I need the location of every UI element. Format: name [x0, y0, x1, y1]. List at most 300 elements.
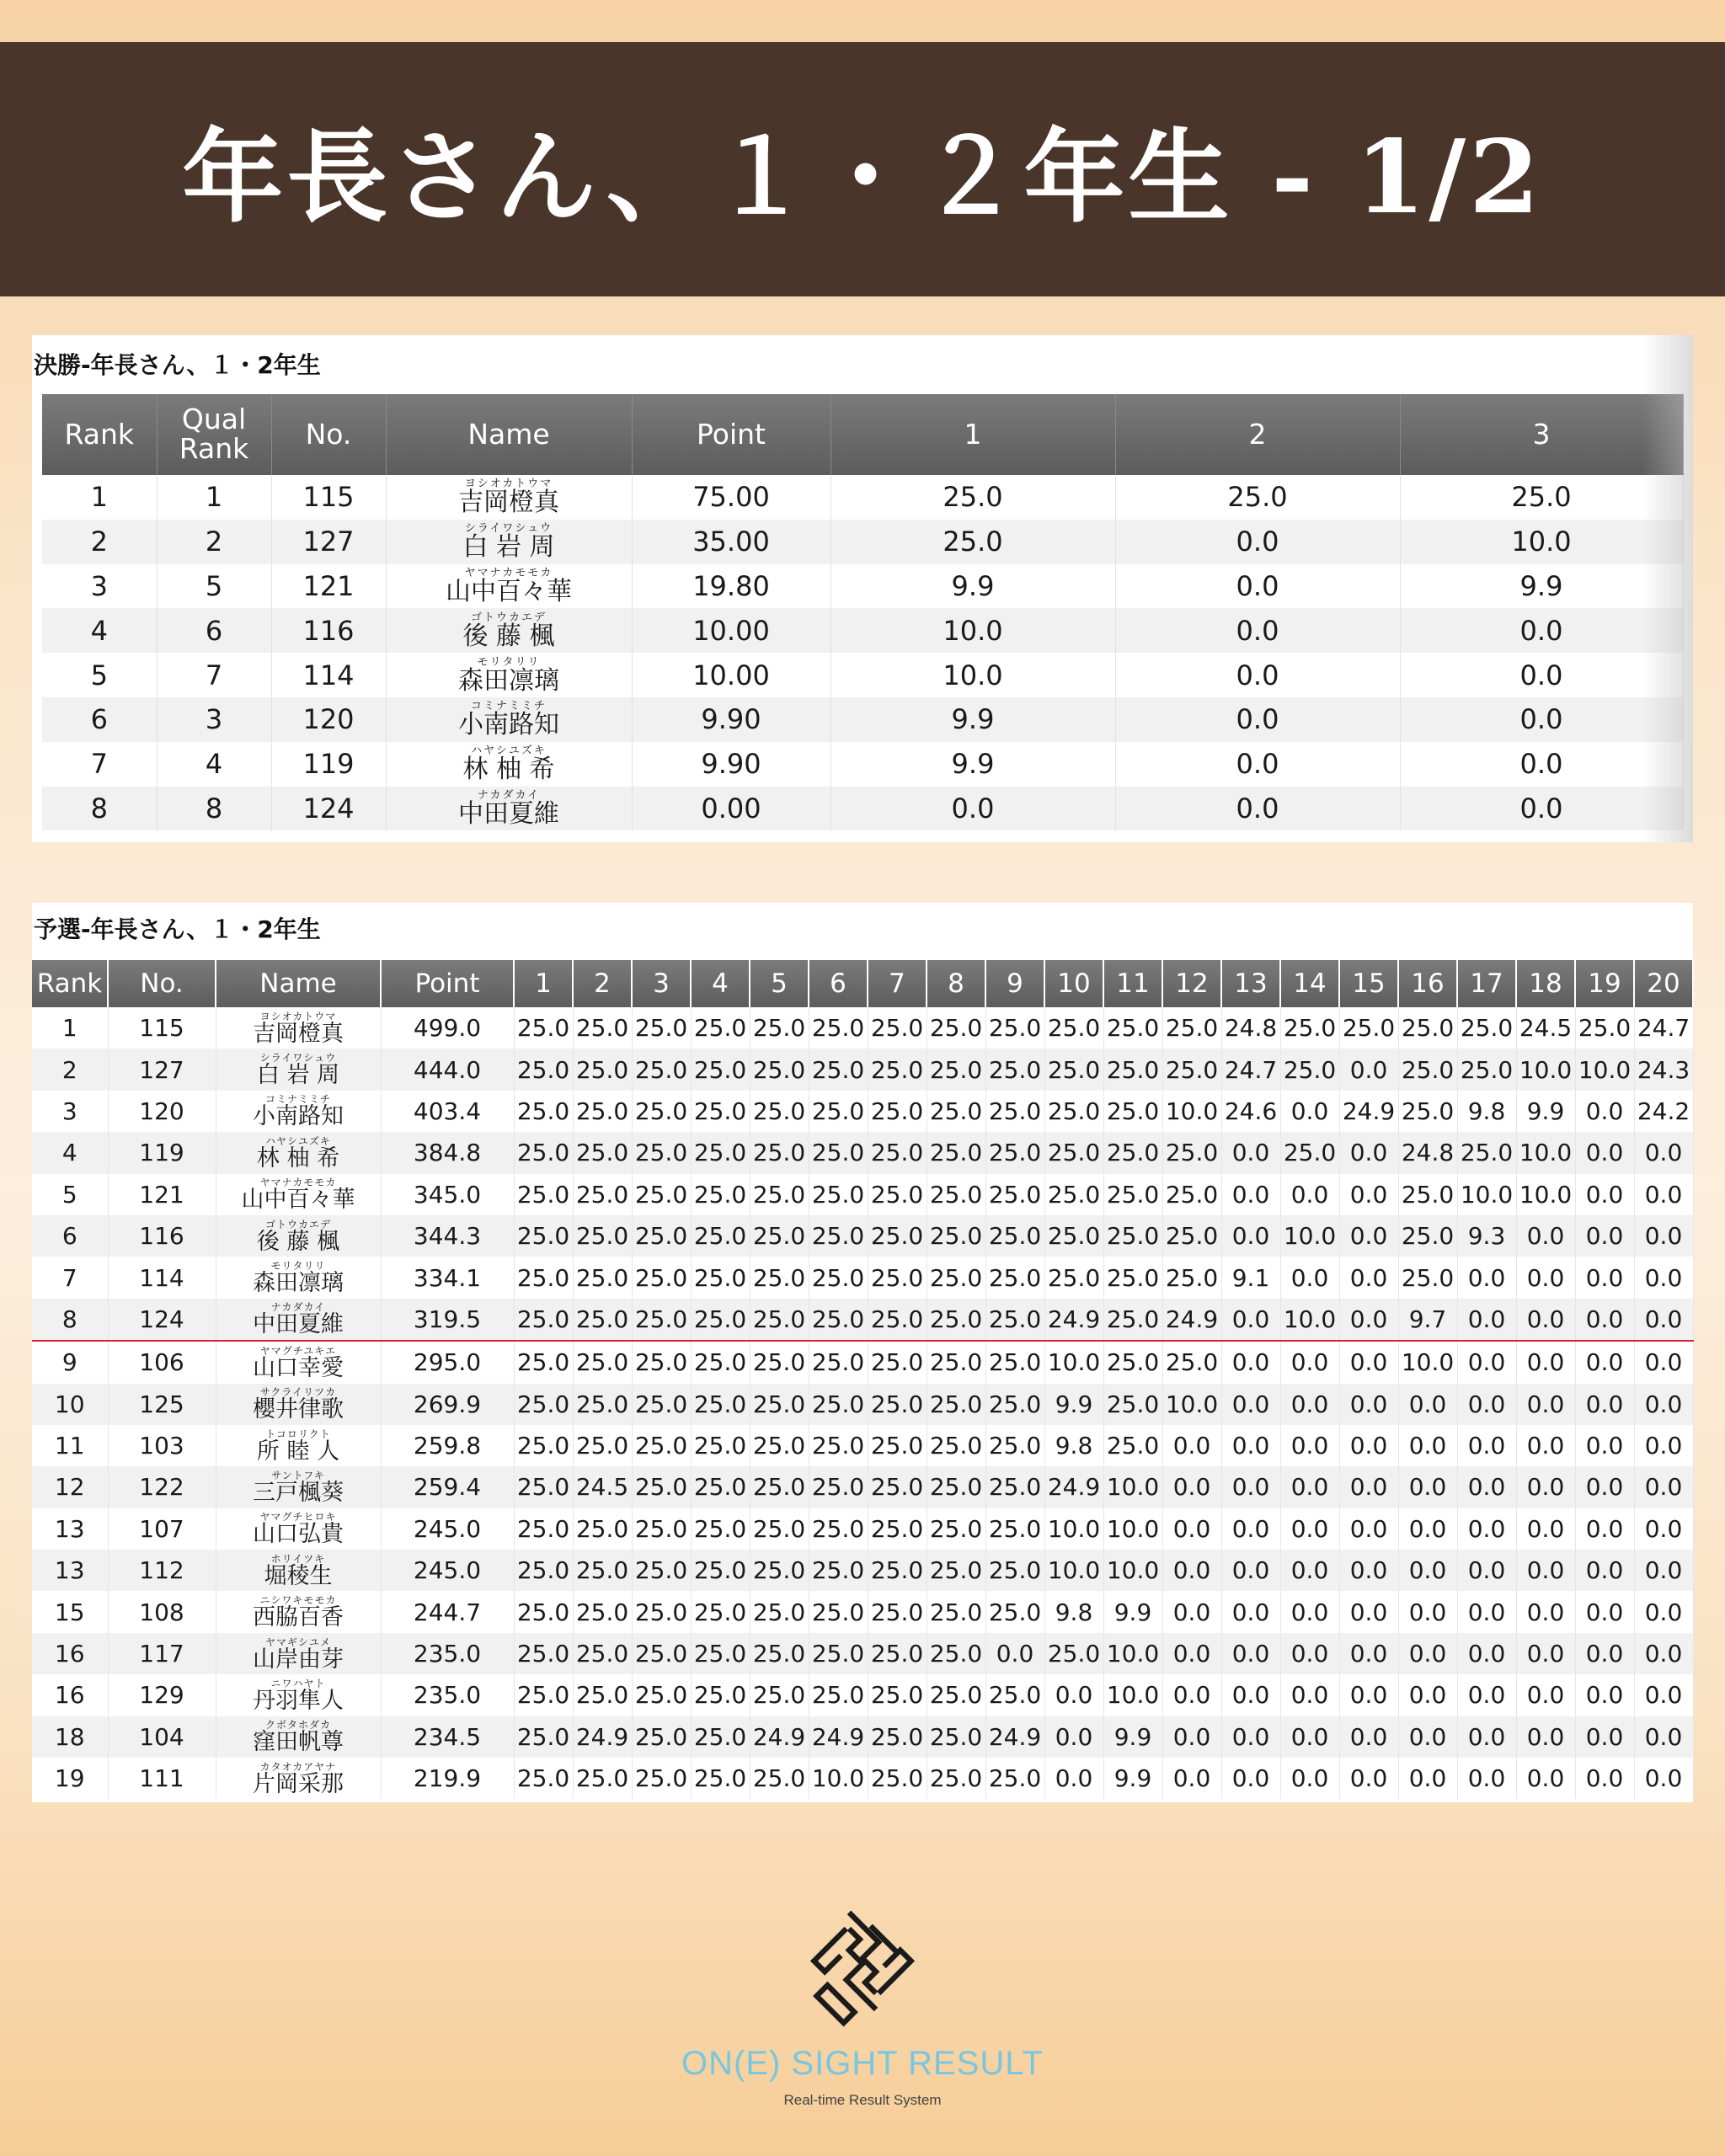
name-kanji: 丹羽隼人: [253, 1687, 344, 1714]
table-cell: 121: [271, 564, 386, 609]
table-cell: 0.0: [1575, 1174, 1634, 1215]
table-cell: 0.0: [1634, 1299, 1693, 1341]
table-cell: 0.0: [1575, 1633, 1634, 1674]
table-cell: 9.9: [830, 564, 1115, 609]
table-cell: 0.0: [1221, 1591, 1280, 1632]
athlete-name: [216, 1384, 381, 1425]
table-cell: 10.0: [1457, 1174, 1516, 1215]
table-cell: 25.0: [985, 1508, 1044, 1550]
table-cell: 0.0: [1516, 1758, 1575, 1799]
table-cell: 0.0: [1044, 1674, 1103, 1716]
athlete-name: [216, 1466, 381, 1508]
table-cell: 0.0: [1398, 1716, 1457, 1758]
table-cell: 108: [108, 1591, 216, 1632]
table-cell: 121: [108, 1174, 216, 1215]
table-cell: 0.0: [1516, 1591, 1575, 1632]
athlete-name: [216, 1257, 381, 1298]
qualifier-col-header: 14: [1280, 960, 1339, 1007]
table-cell: 25.0: [750, 1091, 809, 1132]
table-cell: 25.0: [632, 1716, 691, 1758]
final-col-header: Point: [632, 394, 830, 475]
table-cell: 9.9: [830, 742, 1115, 787]
table-cell: 25.0: [691, 1550, 750, 1591]
table-cell: 119: [108, 1132, 216, 1173]
table-cell: 0.0: [1221, 1341, 1280, 1383]
table-cell: 499.0: [381, 1007, 514, 1049]
qualifier-col-header: 11: [1103, 960, 1162, 1007]
table-cell: 25.0: [691, 1591, 750, 1632]
table-cell: 25.0: [868, 1550, 927, 1591]
final-col-header: 3: [1400, 394, 1683, 475]
table-cell: 25.0: [691, 1716, 750, 1758]
table-cell: 25.0: [632, 1466, 691, 1508]
table-cell: 0.0: [1457, 1384, 1516, 1425]
table-cell: 25.0: [1162, 1049, 1221, 1090]
table-cell: 25.0: [927, 1049, 985, 1090]
name-kanji: 林 柚 希: [462, 755, 555, 785]
table-cell: 25.0: [1044, 1633, 1103, 1674]
name-kanji: 所 睦 人: [256, 1438, 340, 1465]
table-cell: 0.0: [1634, 1716, 1693, 1758]
table-cell: 0.0: [1516, 1257, 1575, 1298]
table-row: [32, 1299, 1693, 1341]
table-cell: 6: [42, 697, 157, 742]
table-cell: 245.0: [381, 1550, 514, 1591]
table-cell: 25.0: [1044, 1091, 1103, 1132]
table-row: [32, 1758, 1693, 1799]
athlete-name: [216, 1758, 381, 1799]
table-cell: 25.0: [1162, 1215, 1221, 1257]
table-cell: 19.80: [632, 564, 830, 609]
table-cell: 129: [108, 1674, 216, 1716]
table-cell: 25.0: [927, 1132, 985, 1173]
name-kanji: 白 岩 周: [462, 532, 555, 563]
table-cell: 4: [42, 608, 157, 653]
table-cell: 0.0: [1280, 1633, 1339, 1674]
table-cell: 0.0: [1044, 1716, 1103, 1758]
table-cell: 25.0: [1103, 1341, 1162, 1383]
table-cell: 25.0: [809, 1007, 868, 1049]
page-title: 年長さん、１・２年生 - 1/2: [182, 118, 1543, 237]
name-reading: コミナミミチ: [264, 1093, 331, 1106]
table-cell: 0.0: [1221, 1215, 1280, 1257]
table-cell: 25.0: [632, 1550, 691, 1591]
table-cell: 0.0: [1280, 1466, 1339, 1508]
table-cell: 25.0: [1398, 1049, 1457, 1090]
table-cell: 25.0: [985, 1466, 1044, 1508]
table-cell: 25.0: [1103, 1091, 1162, 1132]
table-cell: 269.9: [381, 1384, 514, 1425]
table-cell: 9.9: [830, 697, 1115, 742]
table-cell: 25.0: [1115, 475, 1400, 520]
table-cell: 0.0: [985, 1633, 1044, 1674]
name-kanji: 白 岩 周: [256, 1062, 340, 1089]
table-cell: 0.0: [1221, 1633, 1280, 1674]
table-cell: 10.0: [830, 608, 1115, 653]
table-row: [32, 1174, 1693, 1215]
table-cell: 244.7: [381, 1591, 514, 1632]
table-cell: 10.0: [1516, 1132, 1575, 1173]
table-cell: 0.0: [1634, 1132, 1693, 1173]
table-cell: 0.0: [1575, 1384, 1634, 1425]
table-cell: 25.0: [691, 1341, 750, 1383]
name-reading: クボタホダカ: [264, 1719, 331, 1732]
name-kanji: 吉岡橙真: [253, 1020, 344, 1047]
table-cell: 25.0: [750, 1007, 809, 1049]
table-cell: 25.0: [1162, 1132, 1221, 1173]
table-cell: 25.0: [632, 1425, 691, 1466]
table-cell: 25.0: [868, 1341, 927, 1383]
table-cell: 1: [32, 1007, 108, 1049]
table-cell: 35.00: [632, 520, 830, 564]
table-cell: 5: [42, 653, 157, 697]
table-cell: 2: [157, 520, 271, 564]
table-cell: 0.0: [1634, 1633, 1693, 1674]
athlete-name: [216, 1591, 381, 1632]
table-cell: 25.0: [985, 1257, 1044, 1298]
table-cell: 0.0: [1280, 1550, 1339, 1591]
table-cell: 403.4: [381, 1091, 514, 1132]
table-cell: 25.0: [632, 1633, 691, 1674]
table-cell: 10.0: [1044, 1341, 1103, 1383]
table-cell: 24.9: [809, 1716, 868, 1758]
final-col-header: Name: [386, 394, 632, 475]
table-cell: 0.0: [1280, 1508, 1339, 1550]
qualifier-col-header: 18: [1516, 960, 1575, 1007]
table-cell: 25.0: [1162, 1174, 1221, 1215]
table-cell: 25.0: [1398, 1007, 1457, 1049]
table-cell: 259.4: [381, 1466, 514, 1508]
table-cell: 25.0: [691, 1299, 750, 1341]
name-reading: ナカダカイ: [477, 788, 541, 802]
table-cell: 24.9: [1044, 1299, 1103, 1341]
table-cell: 10.0: [1280, 1299, 1339, 1341]
table-cell: 25.0: [632, 1674, 691, 1716]
table-cell: 25.0: [809, 1174, 868, 1215]
table-cell: 0.0: [1516, 1425, 1575, 1466]
table-cell: 0.0: [1634, 1257, 1693, 1298]
table-cell: 10.0: [1280, 1215, 1339, 1257]
table-cell: 25.0: [809, 1425, 868, 1466]
table-cell: 0.0: [1221, 1425, 1280, 1466]
table-cell: 0.0: [1400, 742, 1683, 787]
table-row: [32, 1007, 1693, 1049]
qualifier-col-header: 4: [691, 960, 750, 1007]
table-cell: 24.5: [1516, 1007, 1575, 1049]
table-cell: 444.0: [381, 1049, 514, 1090]
table-cell: 0.0: [1221, 1466, 1280, 1508]
table-cell: 0.0: [1575, 1550, 1634, 1591]
table-cell: 0.0: [1575, 1508, 1634, 1550]
name-kanji: 櫻井律歌: [253, 1396, 344, 1423]
table-cell: 0.0: [1221, 1174, 1280, 1215]
table-cell: 0.0: [1516, 1508, 1575, 1550]
table-cell: 9.1: [1221, 1257, 1280, 1298]
table-cell: 114: [108, 1257, 216, 1298]
table-row: [32, 1633, 1693, 1674]
table-cell: 2: [42, 520, 157, 564]
table-cell: 25.0: [750, 1384, 809, 1425]
table-cell: 10.0: [1575, 1049, 1634, 1090]
qualifier-col-header: 5: [750, 960, 809, 1007]
qualifier-results-panel: [32, 903, 1693, 1802]
table-cell: 24.9: [750, 1716, 809, 1758]
table-cell: 25.0: [927, 1299, 985, 1341]
name-kanji: 中田夏維: [253, 1311, 344, 1338]
table-cell: 235.0: [381, 1633, 514, 1674]
table-cell: 8: [42, 787, 157, 831]
name-kanji: 西脇百香: [253, 1604, 344, 1631]
table-cell: 25.0: [985, 1384, 1044, 1425]
table-cell: 25.0: [1044, 1257, 1103, 1298]
table-cell: 25.0: [927, 1633, 985, 1674]
table-cell: 25.0: [573, 1633, 632, 1674]
table-cell: 25.0: [573, 1215, 632, 1257]
athlete-name: [216, 1425, 381, 1466]
table-cell: 25.0: [868, 1758, 927, 1799]
table-cell: 0.0: [1162, 1508, 1221, 1550]
table-cell: 3: [42, 564, 157, 609]
name-reading: ヤマギシユメ: [265, 1636, 331, 1648]
name-kanji: 片岡采那: [253, 1770, 344, 1797]
table-cell: 9: [32, 1341, 108, 1383]
table-cell: 0.0: [1339, 1341, 1398, 1383]
final-col-header: Rank: [42, 394, 157, 475]
table-cell: 25.0: [985, 1299, 1044, 1341]
table-cell: 25.0: [809, 1508, 868, 1550]
athlete-name: [386, 742, 632, 787]
table-cell: 5: [157, 564, 271, 609]
table-cell: 0.0: [1516, 1674, 1575, 1716]
table-cell: 25.0: [868, 1466, 927, 1508]
table-cell: 25.0: [868, 1633, 927, 1674]
qualifier-col-header: 17: [1457, 960, 1516, 1007]
name-kanji: 山口弘貴: [253, 1521, 344, 1548]
table-cell: 13: [32, 1508, 108, 1550]
table-cell: 10.0: [1400, 520, 1683, 564]
table-cell: 0.0: [1339, 1299, 1398, 1341]
table-cell: 0.0: [1457, 1466, 1516, 1508]
athlete-name: [386, 475, 632, 520]
table-cell: 0.0: [1398, 1633, 1457, 1674]
qualifier-col-header: 16: [1398, 960, 1457, 1007]
name-reading: ナカダカイ: [270, 1301, 326, 1314]
table-cell: 0.0: [1516, 1716, 1575, 1758]
name-reading: ニシワキモモカ: [259, 1594, 337, 1607]
table-cell: 11: [32, 1425, 108, 1466]
qualifier-col-header: 7: [868, 960, 927, 1007]
table-cell: 25.0: [691, 1633, 750, 1674]
table-cell: 0.0: [1280, 1257, 1339, 1298]
table-cell: 25.0: [985, 1674, 1044, 1716]
table-cell: 25.0: [514, 1384, 573, 1425]
table-cell: 295.0: [381, 1341, 514, 1383]
table-cell: 25.0: [750, 1633, 809, 1674]
table-cell: 25.0: [514, 1591, 573, 1632]
name-reading: ヤマナカモモカ: [259, 1177, 337, 1189]
table-row: [32, 1591, 1693, 1632]
table-cell: 3: [157, 697, 271, 742]
table-row: [32, 1341, 1693, 1383]
table-cell: 0.0: [1221, 1299, 1280, 1341]
table-cell: 1: [157, 475, 271, 520]
table-cell: 25.0: [514, 1758, 573, 1799]
table-row: [42, 742, 1683, 787]
table-cell: 0.0: [1115, 653, 1400, 697]
table-cell: 5: [32, 1174, 108, 1215]
qualifier-table-header: [32, 960, 1693, 1007]
table-cell: 0.0: [1516, 1550, 1575, 1591]
table-cell: 6: [32, 1215, 108, 1257]
table-cell: 25.0: [691, 1257, 750, 1298]
table-cell: 0.0: [1400, 608, 1683, 653]
qualifier-col-header: 15: [1339, 960, 1398, 1007]
table-cell: 25.0: [1457, 1007, 1516, 1049]
name-reading: ハヤシユズキ: [471, 744, 547, 758]
table-cell: 25.0: [868, 1132, 927, 1173]
table-cell: 25.0: [1280, 1049, 1339, 1090]
table-row: [32, 1508, 1693, 1550]
table-cell: 25.0: [809, 1466, 868, 1508]
table-cell: 10.0: [809, 1758, 868, 1799]
table-cell: 8: [32, 1299, 108, 1341]
table-cell: 25.0: [691, 1132, 750, 1173]
qualifier-col-header: 19: [1575, 960, 1634, 1007]
table-cell: 25.0: [514, 1508, 573, 1550]
table-cell: 0.0: [1398, 1384, 1457, 1425]
table-cell: 0.0: [1575, 1716, 1634, 1758]
final-results-panel: [32, 335, 1693, 842]
name-kanji: 小南路知: [253, 1103, 344, 1130]
table-cell: 25.0: [573, 1674, 632, 1716]
table-cell: 25.0: [868, 1591, 927, 1632]
table-cell: 25.0: [1103, 1007, 1162, 1049]
table-cell: 0.0: [1115, 520, 1400, 564]
qualifier-col-header: 8: [927, 960, 985, 1007]
table-cell: 25.0: [750, 1174, 809, 1215]
table-cell: 0.0: [1162, 1466, 1221, 1508]
table-cell: 25.0: [927, 1341, 985, 1383]
table-cell: 25.0: [985, 1550, 1044, 1591]
name-kanji: 山岸由芽: [253, 1646, 344, 1673]
table-cell: 25.0: [985, 1425, 1044, 1466]
table-cell: 0.0: [1634, 1425, 1693, 1466]
table-cell: 0.0: [1634, 1550, 1693, 1591]
name-reading: コミナミミチ: [470, 700, 547, 713]
final-col-header: 2: [1115, 394, 1400, 475]
table-cell: 106: [108, 1341, 216, 1383]
table-cell: 25.0: [927, 1091, 985, 1132]
table-cell: 0.0: [1634, 1174, 1693, 1215]
table-cell: 116: [271, 608, 386, 653]
name-kanji: 後 藤 楓: [462, 621, 555, 651]
table-cell: 25.0: [1162, 1007, 1221, 1049]
table-cell: 24.5: [573, 1466, 632, 1508]
table-cell: 25.0: [750, 1341, 809, 1383]
table-cell: 25.0: [1339, 1007, 1398, 1049]
table-cell: 0.0: [1280, 1716, 1339, 1758]
table-cell: 25.0: [927, 1007, 985, 1049]
name-reading: サクライリツカ: [259, 1386, 337, 1399]
qualifier-col-header: 6: [809, 960, 868, 1007]
table-cell: 107: [108, 1508, 216, 1550]
table-cell: 25.0: [1103, 1384, 1162, 1425]
table-cell: 219.9: [381, 1758, 514, 1799]
table-cell: 0.0: [1044, 1758, 1103, 1799]
table-cell: 25.0: [868, 1007, 927, 1049]
table-cell: 0.0: [1575, 1674, 1634, 1716]
table-cell: 0.0: [1221, 1384, 1280, 1425]
table-cell: 0.00: [632, 787, 830, 831]
table-cell: 25.0: [985, 1132, 1044, 1173]
table-cell: 25.0: [809, 1384, 868, 1425]
table-cell: 25.0: [1398, 1257, 1457, 1298]
table-cell: 25.0: [750, 1758, 809, 1799]
table-cell: 0.0: [1457, 1257, 1516, 1298]
table-row: [32, 1550, 1693, 1591]
table-cell: 0.0: [1280, 1425, 1339, 1466]
table-cell: 25.0: [514, 1174, 573, 1215]
qualifier-col-header: Point: [381, 960, 514, 1007]
table-cell: 10.0: [1398, 1341, 1457, 1383]
table-cell: 25.0: [514, 1257, 573, 1298]
table-cell: 75.00: [632, 475, 830, 520]
table-cell: 25.0: [1044, 1215, 1103, 1257]
table-cell: 25.0: [632, 1384, 691, 1425]
name-kanji: 林 柚 希: [256, 1145, 340, 1171]
table-cell: 25.0: [1400, 475, 1683, 520]
table-cell: 0.0: [1634, 1341, 1693, 1383]
table-cell: 25.0: [691, 1674, 750, 1716]
table-cell: 25.0: [1162, 1257, 1221, 1298]
table-cell: 25.0: [514, 1716, 573, 1758]
table-row: [42, 520, 1683, 564]
table-cell: 0.0: [1575, 1758, 1634, 1799]
table-cell: 25.0: [632, 1007, 691, 1049]
table-cell: 0.0: [1634, 1215, 1693, 1257]
table-cell: 25.0: [514, 1299, 573, 1341]
table-cell: 25.0: [985, 1049, 1044, 1090]
table-cell: 25.0: [1103, 1425, 1162, 1466]
table-cell: 25.0: [750, 1257, 809, 1298]
name-reading: ゴトウカエデ: [470, 611, 547, 624]
name-reading: ヨシオカトウマ: [464, 478, 553, 491]
table-cell: 0.0: [1221, 1758, 1280, 1799]
table-cell: 0.0: [1516, 1633, 1575, 1674]
table-cell: 0.0: [1400, 653, 1683, 697]
athlete-name: [386, 787, 632, 831]
table-cell: 0.0: [1221, 1550, 1280, 1591]
table-cell: 0.0: [1339, 1384, 1398, 1425]
table-cell: 25.0: [1103, 1215, 1162, 1257]
table-cell: 25.0: [868, 1215, 927, 1257]
table-cell: 0.0: [1516, 1215, 1575, 1257]
table-cell: 0.0: [1457, 1425, 1516, 1466]
table-cell: 4: [157, 742, 271, 787]
table-cell: 25.0: [632, 1257, 691, 1298]
qualifier-col-header: Rank: [32, 960, 108, 1007]
table-row: [42, 787, 1683, 831]
name-kanji: 窪田帆尊: [253, 1729, 344, 1756]
table-cell: 25.0: [927, 1425, 985, 1466]
table-cell: 0.0: [1339, 1174, 1398, 1215]
name-reading: モリタリリ: [477, 655, 541, 669]
table-cell: 9.9: [1103, 1758, 1162, 1799]
table-cell: 25.0: [691, 1384, 750, 1425]
table-cell: 25.0: [691, 1466, 750, 1508]
table-cell: 25.0: [750, 1132, 809, 1173]
table-cell: 25.0: [691, 1091, 750, 1132]
